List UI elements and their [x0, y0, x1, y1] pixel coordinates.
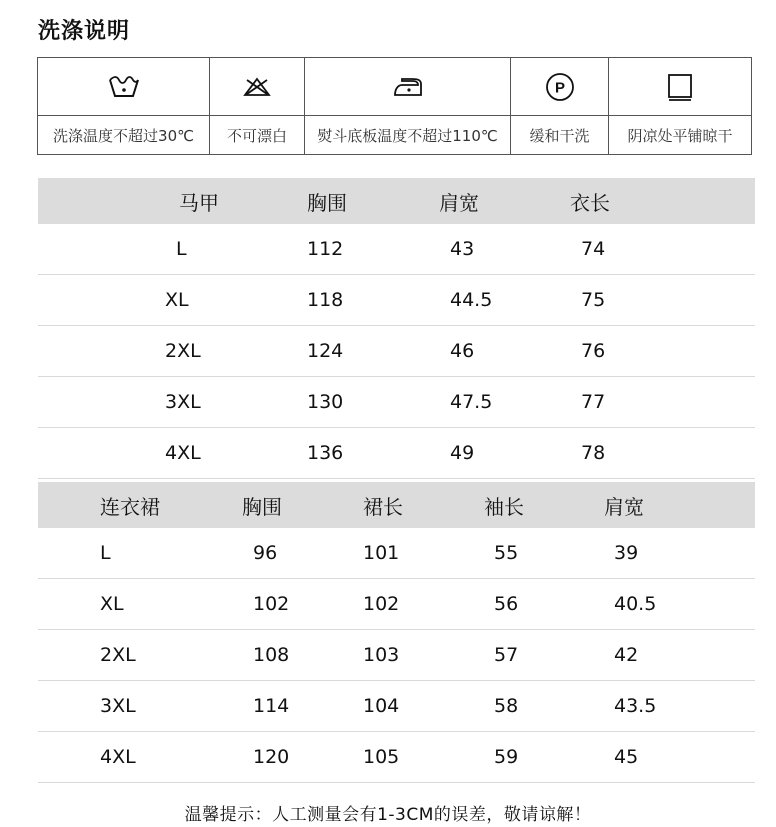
column-header: 马甲	[179, 190, 219, 215]
care-cell-iron	[305, 58, 511, 154]
table-cell: 124	[307, 340, 344, 362]
wash-care-grid	[37, 57, 752, 155]
table-row	[38, 528, 755, 579]
table-cell: 58	[494, 695, 519, 717]
table-cell: 47.5	[450, 391, 493, 413]
table-cell: 77	[581, 391, 606, 413]
table-cell: 112	[307, 238, 344, 260]
table-cell: 3XL	[165, 391, 201, 413]
table-cell: 42	[614, 644, 639, 666]
column-header: 肩宽	[604, 494, 644, 519]
table-cell: 96	[253, 542, 278, 564]
measurement-note: 温馨提示：人工测量会有1-3CM的误差，敬请谅解！	[184, 805, 592, 825]
iron-icon	[305, 58, 510, 116]
svg-text:P: P	[554, 79, 565, 96]
table-cell: 46	[450, 340, 475, 362]
table-cell: 75	[581, 289, 606, 311]
table-cell: 105	[363, 746, 400, 768]
table-cell: 101	[363, 542, 400, 564]
table-cell: 57	[494, 644, 519, 666]
table-cell: 43.5	[614, 695, 657, 717]
table-cell: 2XL	[165, 340, 201, 362]
table-cell: 56	[494, 593, 519, 615]
table-cell: 136	[307, 442, 344, 464]
table-row	[38, 326, 755, 377]
dress-size-table	[38, 482, 755, 783]
no-bleach-icon	[210, 58, 304, 116]
table-header	[38, 482, 755, 528]
column-header: 胸围	[307, 190, 347, 215]
care-cell-dry	[609, 58, 751, 154]
column-header: 裙长	[363, 494, 403, 519]
table-cell: L	[100, 542, 111, 564]
shade-dry-icon	[609, 58, 751, 116]
column-header: 袖长	[484, 494, 524, 519]
table-row	[38, 377, 755, 428]
table-cell: 120	[253, 746, 290, 768]
care-label-wash: 洗涤温度不超过30℃	[53, 126, 194, 145]
care-label-dry: 阴凉处平铺晾干	[627, 126, 733, 145]
wash-30-icon	[38, 58, 209, 116]
table-cell: 114	[253, 695, 290, 717]
table-cell: 45	[614, 746, 639, 768]
table-cell: 40.5	[614, 593, 657, 615]
table-cell: 118	[307, 289, 344, 311]
table-row	[38, 630, 755, 681]
table-cell: 130	[307, 391, 344, 413]
table-cell: XL	[100, 593, 124, 615]
care-label-iron: 熨斗底板温度不超过110℃	[317, 126, 498, 145]
table-cell: 102	[253, 593, 290, 615]
table-row	[38, 681, 755, 732]
dry-clean-p-icon	[511, 58, 608, 116]
table-row	[38, 732, 755, 783]
care-label-bleach: 不可漂白	[226, 126, 287, 145]
table-cell: 108	[253, 644, 290, 666]
table-cell: XL	[165, 289, 189, 311]
table-cell: 39	[614, 542, 639, 564]
table-row	[38, 275, 755, 326]
care-label-dryclean: 缓和干洗	[529, 126, 590, 145]
table-cell: 49	[450, 442, 475, 464]
column-header: 胸围	[242, 494, 282, 519]
table-cell: 44.5	[450, 289, 493, 311]
table-cell: 2XL	[100, 644, 136, 666]
table-cell: 4XL	[165, 442, 201, 464]
table-cell: 76	[581, 340, 606, 362]
care-cell-bleach	[210, 58, 305, 154]
column-header: 连衣裙	[100, 494, 160, 519]
table-row	[38, 428, 755, 479]
table-cell: 3XL	[100, 695, 136, 717]
table-header	[38, 178, 755, 224]
page-title: 洗涤说明	[38, 19, 131, 44]
table-cell: 43	[450, 238, 475, 260]
column-header: 衣长	[570, 190, 610, 215]
table-cell: 74	[581, 238, 606, 260]
table-cell: L	[176, 238, 187, 260]
vest-size-table	[38, 178, 755, 479]
table-cell: 55	[494, 542, 519, 564]
care-cell-dryclean	[511, 58, 609, 154]
care-cell-wash	[38, 58, 210, 154]
table-cell: 102	[363, 593, 400, 615]
table-row	[38, 224, 755, 275]
table-cell: 4XL	[100, 746, 136, 768]
table-cell: 103	[363, 644, 400, 666]
column-header: 肩宽	[439, 190, 479, 215]
table-cell: 104	[363, 695, 400, 717]
table-cell: 78	[581, 442, 606, 464]
table-row	[38, 579, 755, 630]
table-cell: 59	[494, 746, 519, 768]
